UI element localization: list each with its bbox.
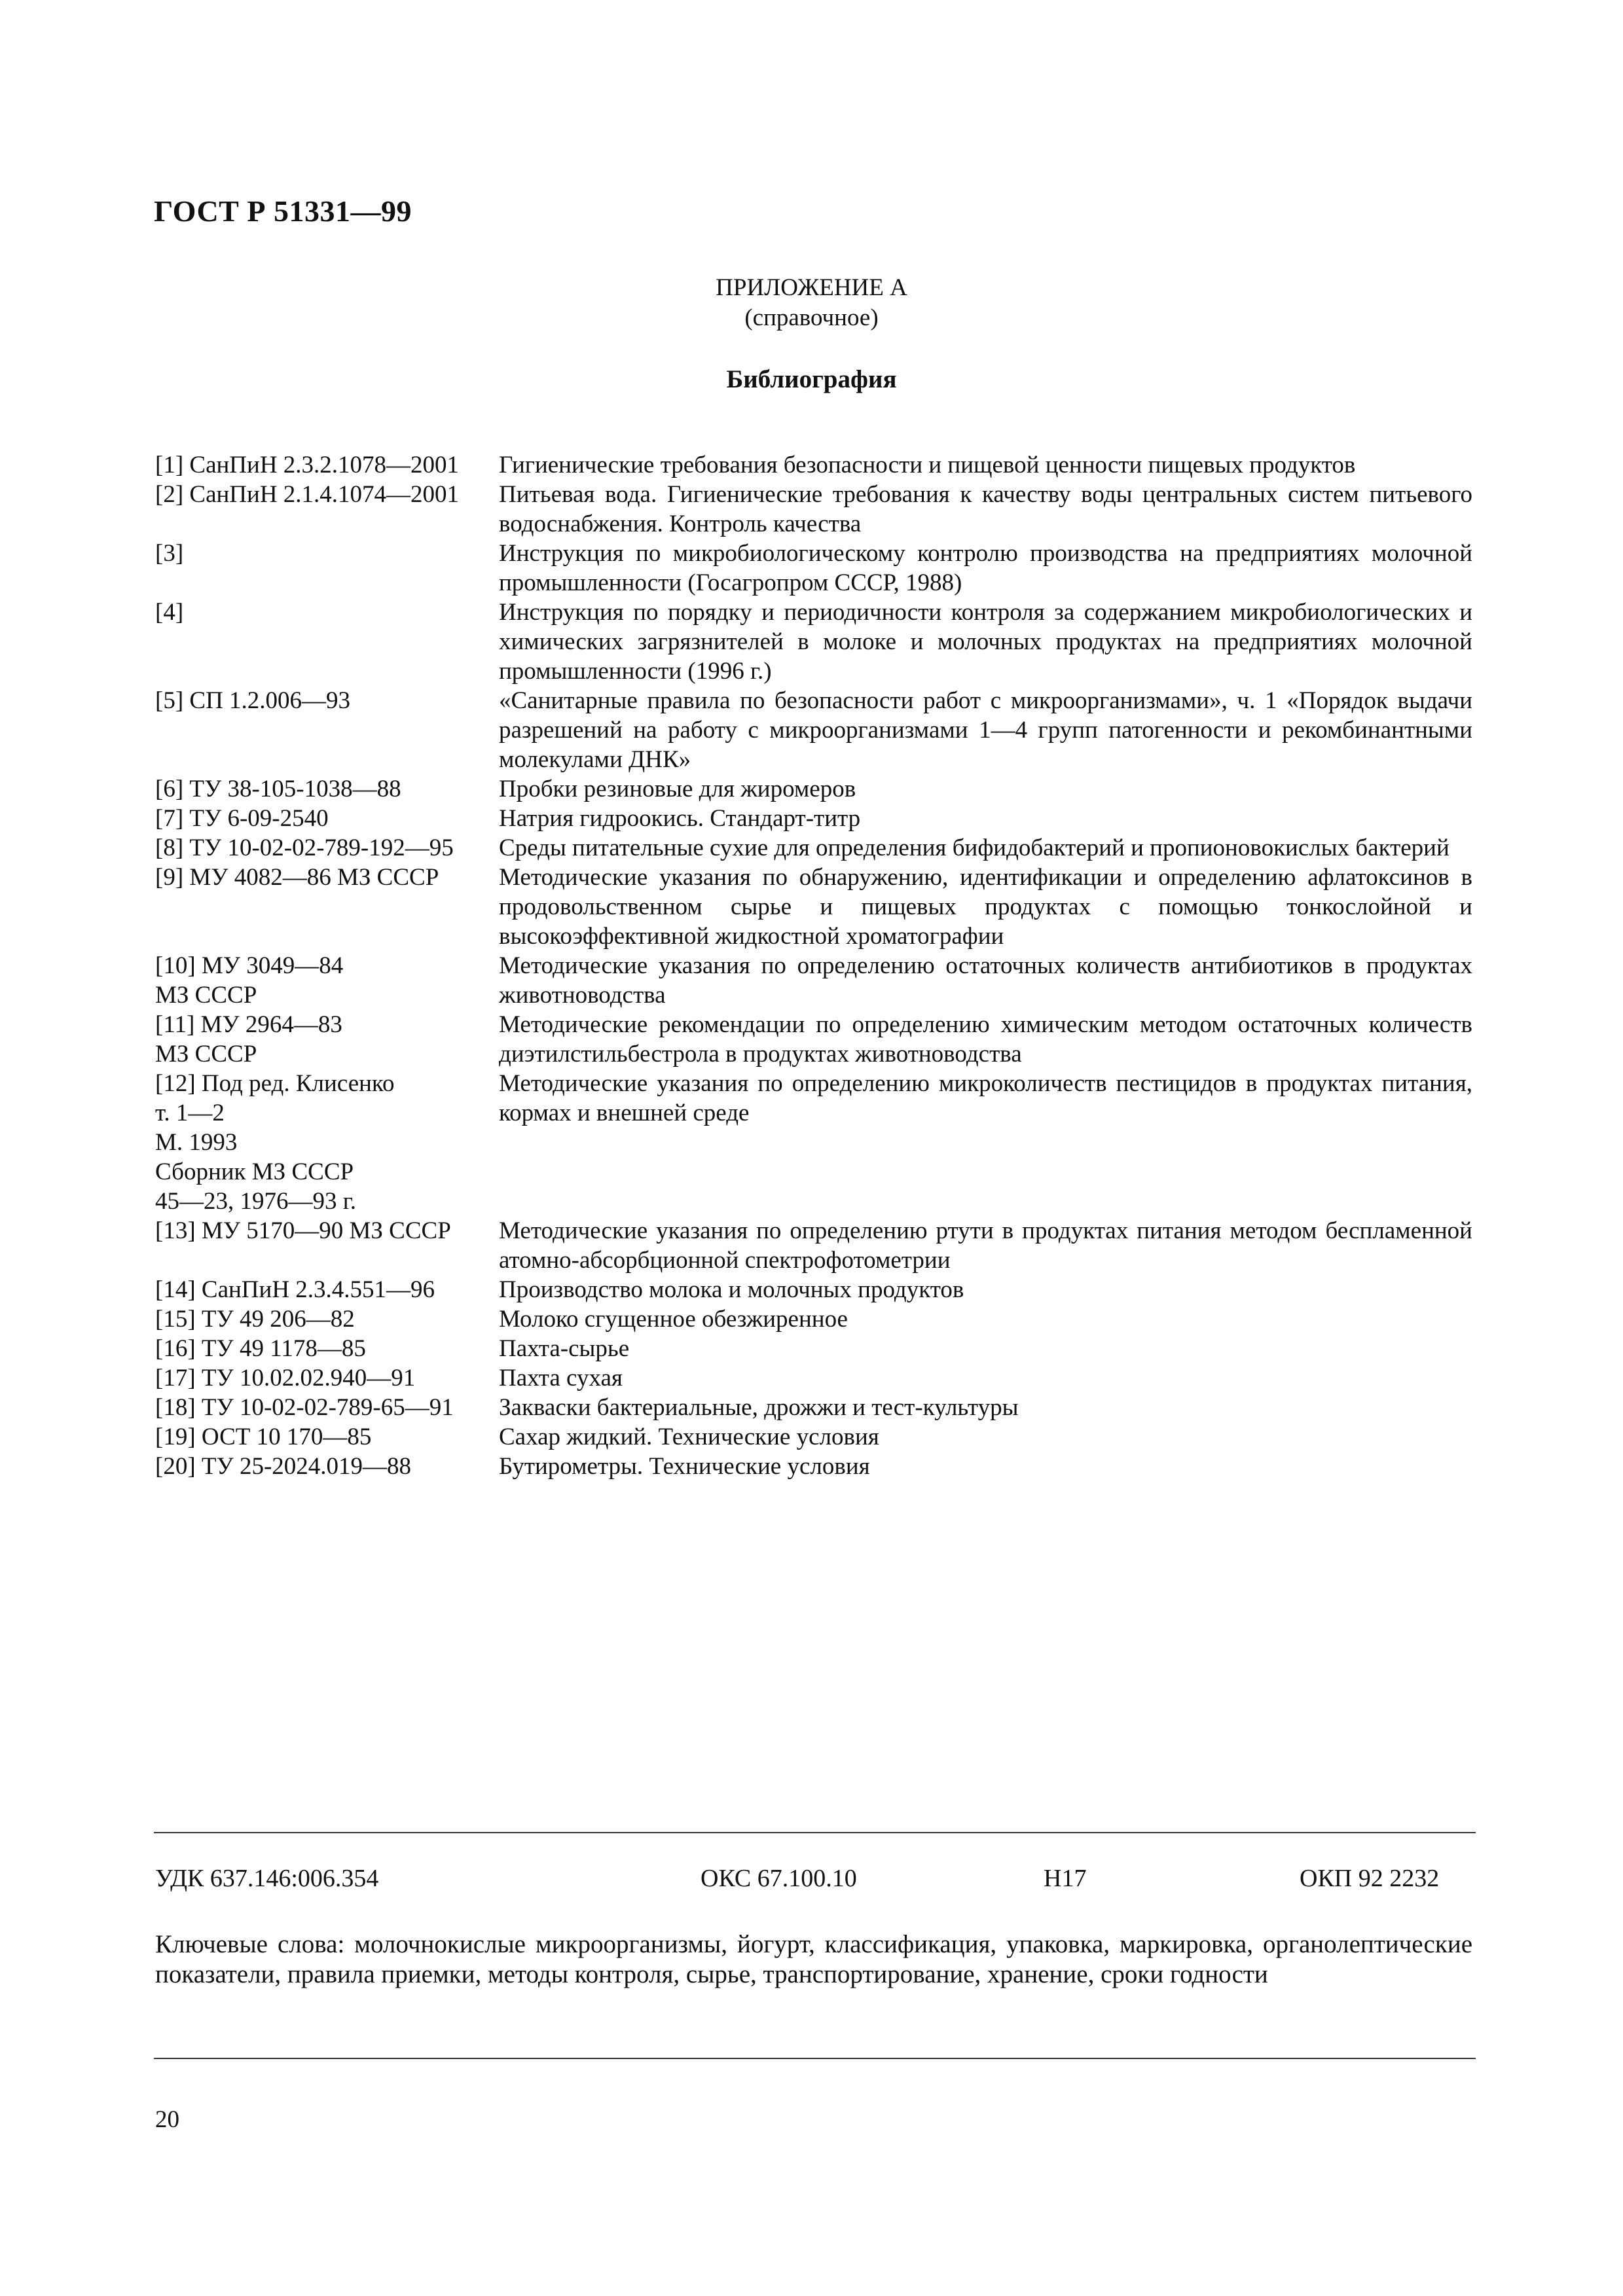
reference-title: Гигиенические требования безопасности и пищевой ценности пищевых продуктов xyxy=(499,452,1356,478)
reference-title: Питьевая вода. Гигиенические требования к качеству воды центральных систем питьевого водоснабжения. Контроль качества xyxy=(499,481,1472,537)
reference-label: [6] ТУ 38-105-1038—88 xyxy=(155,776,401,802)
reference-title: Методические указания по определению остаточных количеств антибиотиков в продуктах животноводства xyxy=(499,952,1472,1009)
bibliography-title: Библиография xyxy=(726,365,897,393)
reference-entry xyxy=(155,1334,1472,1363)
reference-title: Среды питательные сухие для определения бифидобактерий и пропионовокислых бактерий xyxy=(499,834,1450,861)
reference-title: Методические указания по определению ртути в продуктах питания методом беспламенной атомно-абсорбционной спектрофотометрии xyxy=(499,1217,1472,1274)
reference-title: «Санитарные правила по безопасности работ с микроорганизмами», ч. 1 «Порядок выдачи разрешений на работу с микроорганизмами 1—4 групп патогенности и рекомбинантными молекулами ДНК» xyxy=(499,687,1472,773)
reference-title: Инструкция по порядку и периодичности контроля за содержанием микробиологических и химических загрязнителей в молоке и молочных продуктах на предприятиях молочной промышленности (1996 г.) xyxy=(499,599,1472,685)
reference-entry xyxy=(155,686,1472,774)
reference-entry xyxy=(155,480,1472,539)
top-divider xyxy=(154,1832,1476,1833)
reference-entry xyxy=(155,1393,1472,1422)
page-number: 20 xyxy=(155,2106,179,2133)
reference-entry xyxy=(155,1275,1472,1304)
reference-label: [8] ТУ 10-02-02-789-192—95 xyxy=(155,834,454,861)
bottom-divider xyxy=(154,2058,1476,2059)
reference-entry xyxy=(155,951,1472,1010)
reference-list xyxy=(155,450,1472,1481)
reference-title: Методические рекомендации по определению химическим методом остаточных количеств диэтилстильбестрола в продуктах животноводства xyxy=(499,1011,1472,1067)
reference-entry xyxy=(155,1010,1472,1069)
reference-label: [10] МУ 3049—84 МЗ СССР xyxy=(155,952,344,1009)
reference-entry xyxy=(155,1304,1472,1334)
reference-entry xyxy=(155,1422,1472,1452)
reference-label: [12] Под ред. Клисенко т. 1—2 М. 1993 Сборник МЗ СССР 45—23, 1976—93 г. xyxy=(155,1070,395,1215)
reference-title: Закваски бактериальные, дрожжи и тест-культуры xyxy=(499,1394,1019,1421)
annex-subtitle: (справочное) xyxy=(744,304,879,331)
reference-title: Пахта-сырье xyxy=(499,1335,630,1362)
reference-title: Бутирометры. Технические условия xyxy=(499,1453,870,1480)
reference-entry xyxy=(155,598,1472,686)
udk-code: УДК 637.146:006.354 xyxy=(155,1865,379,1892)
reference-title: Сахар жидкий. Технические условия xyxy=(499,1424,879,1450)
reference-entry xyxy=(155,863,1472,951)
reference-label: [14] СанПиН 2.3.4.551—96 xyxy=(155,1276,435,1303)
reference-label: [13] МУ 5170—90 МЗ СССР xyxy=(155,1217,451,1244)
reference-entry xyxy=(155,1216,1472,1275)
reference-label: [20] ТУ 25-2024.019—88 xyxy=(155,1453,412,1480)
keywords-paragraph: Ключевые слова: молочнокислые микроорганизмы, йогурт, классификация, упаковка, маркировка, органолептические показатели, правила приемки, методы контроля, сырье, транспортирование, хранение, сроки годности xyxy=(155,1930,1472,1988)
reference-label: [9] МУ 4082—86 МЗ СССР xyxy=(155,864,439,891)
reference-label: [15] ТУ 49 206—82 xyxy=(155,1306,355,1333)
reference-entry xyxy=(155,539,1472,598)
reference-title: Молоко сгущенное обезжиренное xyxy=(499,1306,848,1333)
reference-entry xyxy=(155,774,1472,804)
group-code: Н17 xyxy=(1044,1865,1087,1892)
reference-label: [1] СанПиН 2.3.2.1078—2001 xyxy=(155,452,460,478)
reference-entry xyxy=(155,833,1472,863)
reference-label: [4] xyxy=(155,599,184,626)
reference-label: [16] ТУ 49 1178—85 xyxy=(155,1335,366,1362)
reference-entry xyxy=(155,804,1472,833)
reference-label: [11] МУ 2964—83 МЗ СССР xyxy=(155,1011,342,1067)
document-code: ГОСТ Р 51331—99 xyxy=(154,194,412,228)
reference-label: [19] ОСТ 10 170—85 xyxy=(155,1424,372,1450)
reference-title: Пахта сухая xyxy=(499,1365,623,1391)
reference-label: [5] СП 1.2.006—93 xyxy=(155,687,351,714)
reference-entry xyxy=(155,1452,1472,1481)
annex-title: ПРИЛОЖЕНИЕ А xyxy=(716,274,907,301)
reference-entry xyxy=(155,1069,1472,1216)
reference-label: [18] ТУ 10-02-02-789-65—91 xyxy=(155,1394,454,1421)
reference-title: Инструкция по микробиологическому контролю производства на предприятиях молочной промышленности (Госагропром СССР, 1988) xyxy=(499,540,1472,596)
reference-title: Производство молока и молочных продуктов xyxy=(499,1276,964,1303)
okp-code: ОКП 92 2232 xyxy=(1300,1865,1440,1892)
reference-title: Методические указания по определению микроколичеств пестицидов в продуктах питания, кормах и внешней среде xyxy=(499,1070,1472,1126)
reference-label: [7] ТУ 6-09-2540 xyxy=(155,805,329,832)
reference-label: [2] СанПиН 2.1.4.1074—2001 xyxy=(155,481,460,508)
oks-code: ОКС 67.100.10 xyxy=(701,1865,857,1892)
reference-title: Натрия гидроокись. Стандарт-титр xyxy=(499,805,861,832)
reference-label: [3] xyxy=(155,540,184,567)
reference-title: Пробки резиновые для жиромеров xyxy=(499,776,856,802)
reference-entry xyxy=(155,1363,1472,1393)
reference-title: Методические указания по обнаружению, идентификации и определению афлатоксинов в продовольственном сырье и пищевых продуктах с помощью тонкослойной и высокоэффективной жидкостной хроматографии xyxy=(499,864,1472,950)
reference-label: [17] ТУ 10.02.02.940—91 xyxy=(155,1365,416,1391)
reference-entry xyxy=(155,450,1472,480)
